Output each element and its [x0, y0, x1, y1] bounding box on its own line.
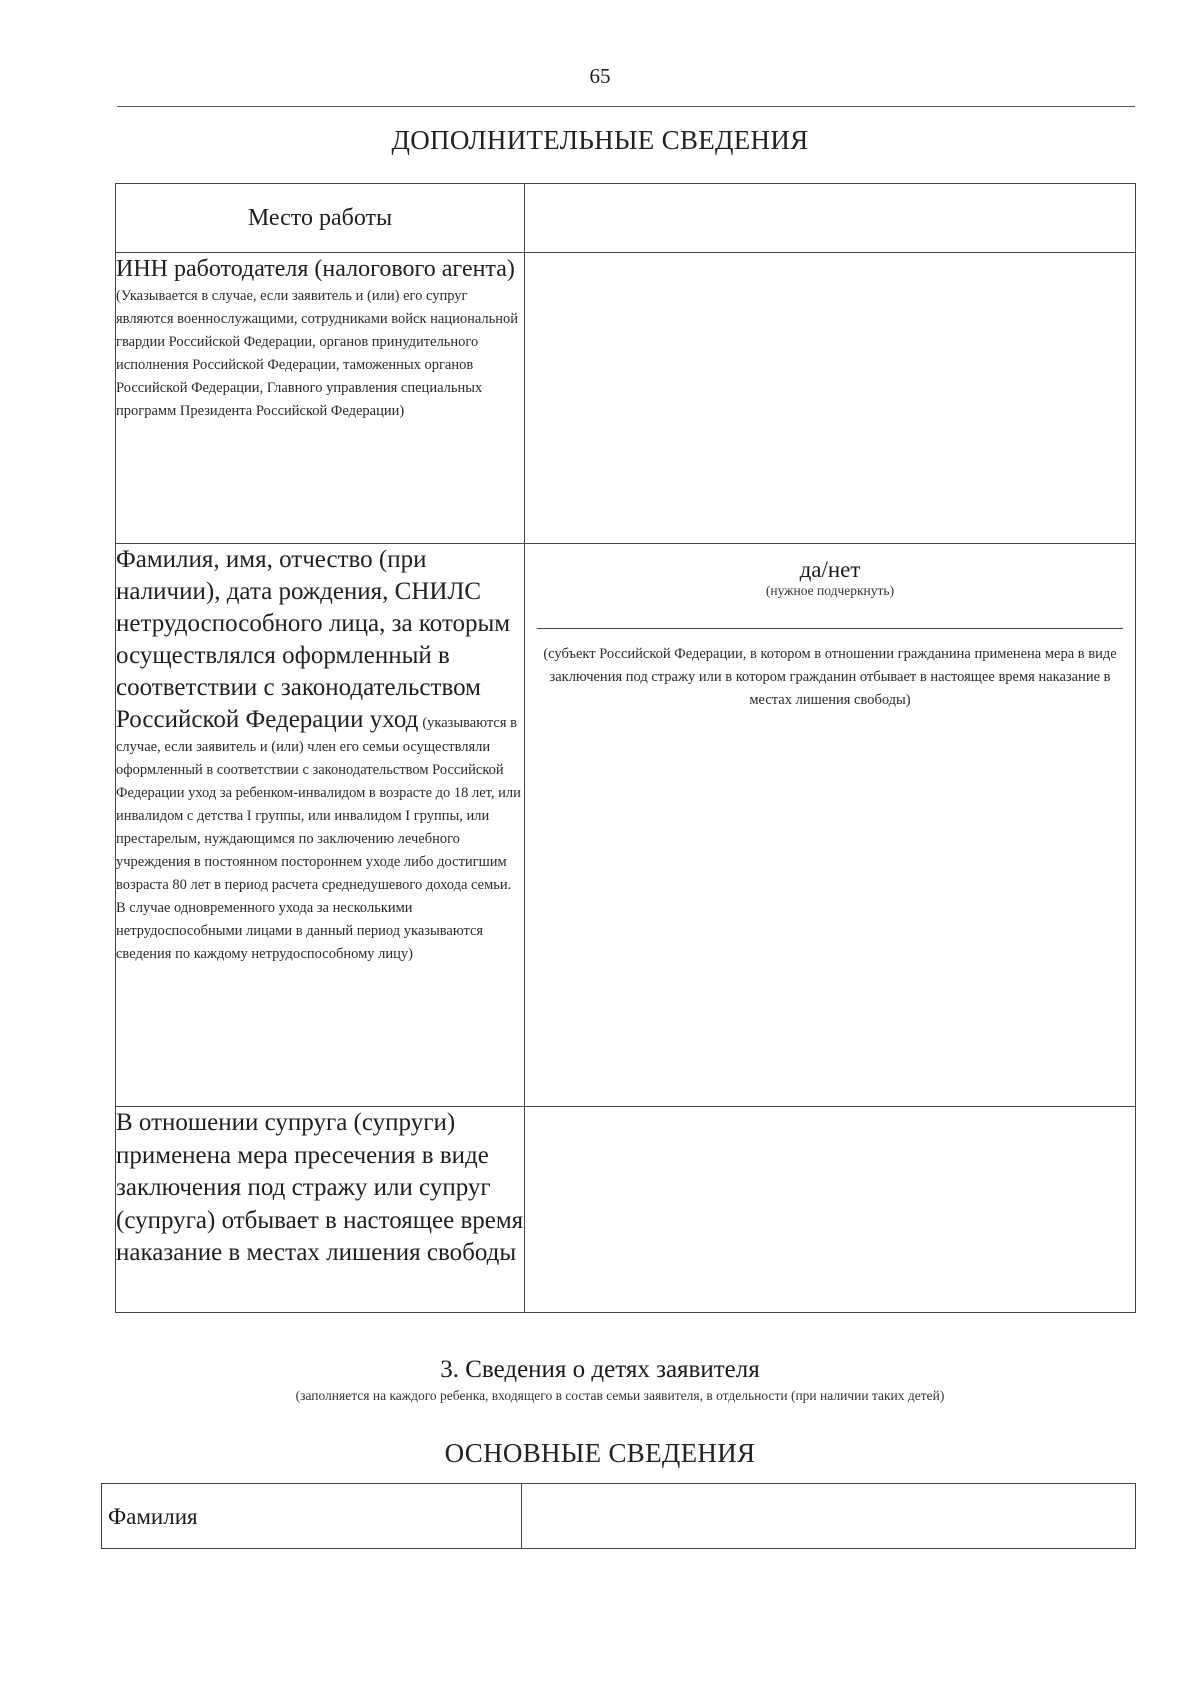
table-row-workplace [116, 184, 1136, 253]
subject-input-line[interactable] [537, 628, 1123, 629]
workplace-label-cell [116, 184, 525, 253]
table-row-care [116, 544, 1136, 1107]
basic-info-table [101, 1483, 1136, 1549]
header-rule [117, 106, 1135, 107]
spouse-value-field[interactable] [525, 1107, 1136, 1313]
yes-no-hint: (нужное подчеркнуть) [765, 583, 895, 598]
inn-value-field[interactable] [525, 253, 1136, 544]
surname-value-field[interactable] [522, 1484, 1136, 1549]
surname-label: Фамилия [108, 1504, 198, 1529]
additional-info-table [115, 183, 1136, 1313]
yes-no-option[interactable]: да/нет [799, 557, 861, 582]
care-value-cell [525, 544, 1136, 1107]
inn-label: ИНН работодателя (налогового агента) [116, 256, 515, 282]
section-3-note: (заполняется на каждого ребенка, входящего в состав семьи заявителя, в отдельности (при наличии таких детей) [295, 1388, 945, 1403]
spouse-label-cell [116, 1107, 525, 1313]
additional-info-heading: ДОПОЛНИТЕЛЬНЫЕ СВЕДЕНИЯ [391, 125, 809, 155]
surname-label-cell [102, 1484, 522, 1549]
basic-info-heading: ОСНОВНЫЕ СВЕДЕНИЯ [444, 1438, 756, 1468]
inn-note: (Указывается в случае, если заявитель и (или) его супруг являются военнослужащими, сотрудниками войск национальной гвардии Российской Федерации, органов принудительного исполнения Российской Федерации, таможенных органов Российской Федерации, Главного управления специальных программ Президента Российской Федерации) [116, 288, 519, 419]
table-row-spouse [116, 1107, 1136, 1313]
care-note: (указываются в случае, если заявитель и (или) член его семьи осуществляли оформленный в соответствии с законодательством Российской Федерации уход за ребенком-инвалидом в возрасте до 18 лет, или инвалидом с детства I группы, или инвалидом I группы, или престарелым, нуждающимся по заключению лечебного учреждения в постоянном постороннем уходе либо достигшим возраста 80 лет в период расчета среднедушевого дохода семьи. В случае одновременного ухода за несколькими нетрудоспособными лицами в данный период указываются сведения по каждому нетрудоспособному лицу) [116, 715, 521, 962]
page-number: 65 [589, 64, 611, 88]
care-label: Фамилия, имя, отчество (при наличии), дата рождения, СНИЛС нетрудоспособного лица, за которым осуществлялся оформленный в соответствии с законодательством Российской Федерации уход [116, 546, 511, 733]
workplace-label: Место работы [247, 205, 393, 231]
table-row-inn [116, 253, 1136, 544]
workplace-value-field[interactable] [525, 184, 1136, 253]
section-3-title: 3. Сведения о детях заявителя [440, 1356, 760, 1383]
spouse-label: В отношении супруга (супруги) применена мера пресечения в виде заключения под стражу или супруг (супруга) отбывает в настоящее время наказание в местах лишения свободы [116, 1109, 524, 1266]
care-label-cell [116, 544, 525, 1107]
table-row-surname [102, 1484, 1136, 1549]
inn-label-cell [116, 253, 525, 544]
subject-caption: (субъект Российской Федерации, в котором в отношении гражданина применена мера в виде заключения под стражу или в котором гражданин отбывает в настоящее время наказание в местах лишения свободы) [543, 646, 1117, 708]
